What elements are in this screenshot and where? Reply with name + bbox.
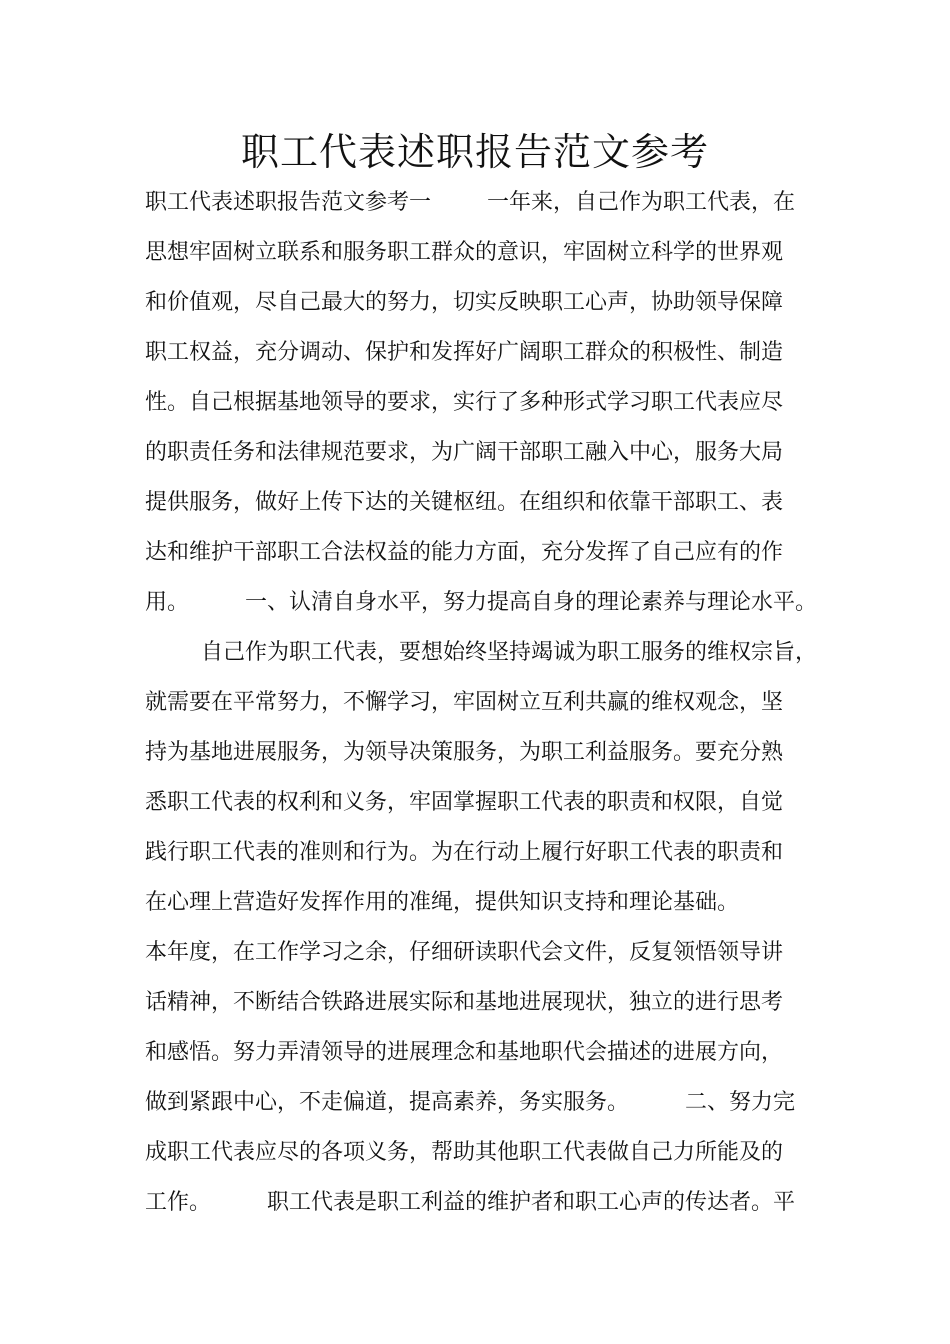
- text-line-segment: 成职工代表应尽的各项义务，帮助其他职工代表做自己力所能及的: [145, 1140, 784, 1165]
- text-line-segment: 达和维护干部职工合法权益的能力方面，充分发挥了自己应有的作: [145, 540, 784, 565]
- text-line: [145, 1178, 825, 1228]
- text-line-segment: 职工权益，充分调动、保护和发挥好广阔职工群众的积极性、制造: [145, 340, 784, 365]
- text-line-segment: 持为基地进展服务，为领导决策服务，为职工利益服务。要充分熟: [145, 740, 784, 765]
- text-line: [145, 428, 825, 478]
- text-line: [145, 178, 825, 228]
- text-line-segment: 自己作为职工代表，要想始终坚持竭诚为职工服务的维权宗旨，: [201, 640, 818, 665]
- text-line: [145, 728, 825, 778]
- text-line: [145, 628, 825, 678]
- text-line-segment: 就需要在平常努力，不懈学习，牢固树立互利共赢的维权观念，坚: [145, 690, 784, 715]
- text-line: [145, 778, 825, 828]
- text-line: [145, 1078, 825, 1128]
- document-title: 职工代表述职报告范文参考: [240, 130, 709, 174]
- text-line-segment: 悉职工代表的权利和义务，牢固掌握职工代表的职责和权限，自觉: [145, 790, 784, 815]
- text-line-segment: 职工代表述职报告范文参考一: [145, 190, 432, 215]
- text-line: [145, 378, 825, 428]
- text-line: [145, 978, 825, 1028]
- text-line-segment: 提供服务，做好上传下达的关键枢纽。在组织和依靠干部职工、表: [145, 490, 784, 515]
- text-line-segment: 一、认清自身水平，努力提高自身的理论素养与理论水平。: [245, 590, 818, 615]
- text-line-segment: 一年来，自己作为职工代表，在: [487, 190, 796, 215]
- text-line: [145, 928, 825, 978]
- text-line-segment: 话精神，不断结合铁路进展实际和基地进展现状，独立的进行思考: [145, 990, 784, 1015]
- text-line: [145, 328, 825, 378]
- text-line-segment: 性。自己根据基地领导的要求，实行了多种形式学习职工代表应尽: [145, 390, 784, 415]
- text-line-segment: 工作。: [145, 1190, 212, 1215]
- text-line-segment: 和感悟。努力弄清领导的进展理念和基地职代会描述的进展方向，: [145, 1040, 784, 1065]
- text-line-segment: 践行职工代表的准则和行为。为在行动上履行好职工代表的职责和: [145, 840, 784, 865]
- text-line-segment: 做到紧跟中心，不走偏道，提高素养，务实服务。: [145, 1090, 630, 1115]
- text-line: [145, 578, 825, 628]
- document-body: [145, 178, 825, 1228]
- text-line: [145, 878, 825, 928]
- text-line-segment: 职工代表是职工利益的维护者和职工心声的传达者。平: [267, 1190, 796, 1215]
- text-line-segment: 二、努力完: [685, 1090, 796, 1115]
- text-line-segment: 的职责任务和法律规范要求，为广阔干部职工融入中心，服务大局: [145, 440, 784, 465]
- text-line: [145, 228, 825, 278]
- text-line-segment: 用。: [145, 590, 190, 615]
- text-line-segment: 和价值观，尽自己最大的努力，切实反映职工心声，协助领导保障: [145, 290, 784, 315]
- text-line: [145, 478, 825, 528]
- text-line: [145, 528, 825, 578]
- text-line: [145, 278, 825, 328]
- text-line-segment: 在心理上营造好发挥作用的准绳，提供知识支持和理论基础。: [145, 890, 740, 915]
- text-line: [145, 678, 825, 728]
- text-line-segment: 本年度，在工作学习之余，仔细研读职代会文件，反复领悟领导讲: [145, 940, 784, 965]
- text-line-segment: 思想牢固树立联系和服务职工群众的意识，牢固树立科学的世界观: [145, 240, 784, 265]
- text-line: [145, 1028, 825, 1078]
- text-line: [145, 828, 825, 878]
- text-line: [145, 1128, 825, 1178]
